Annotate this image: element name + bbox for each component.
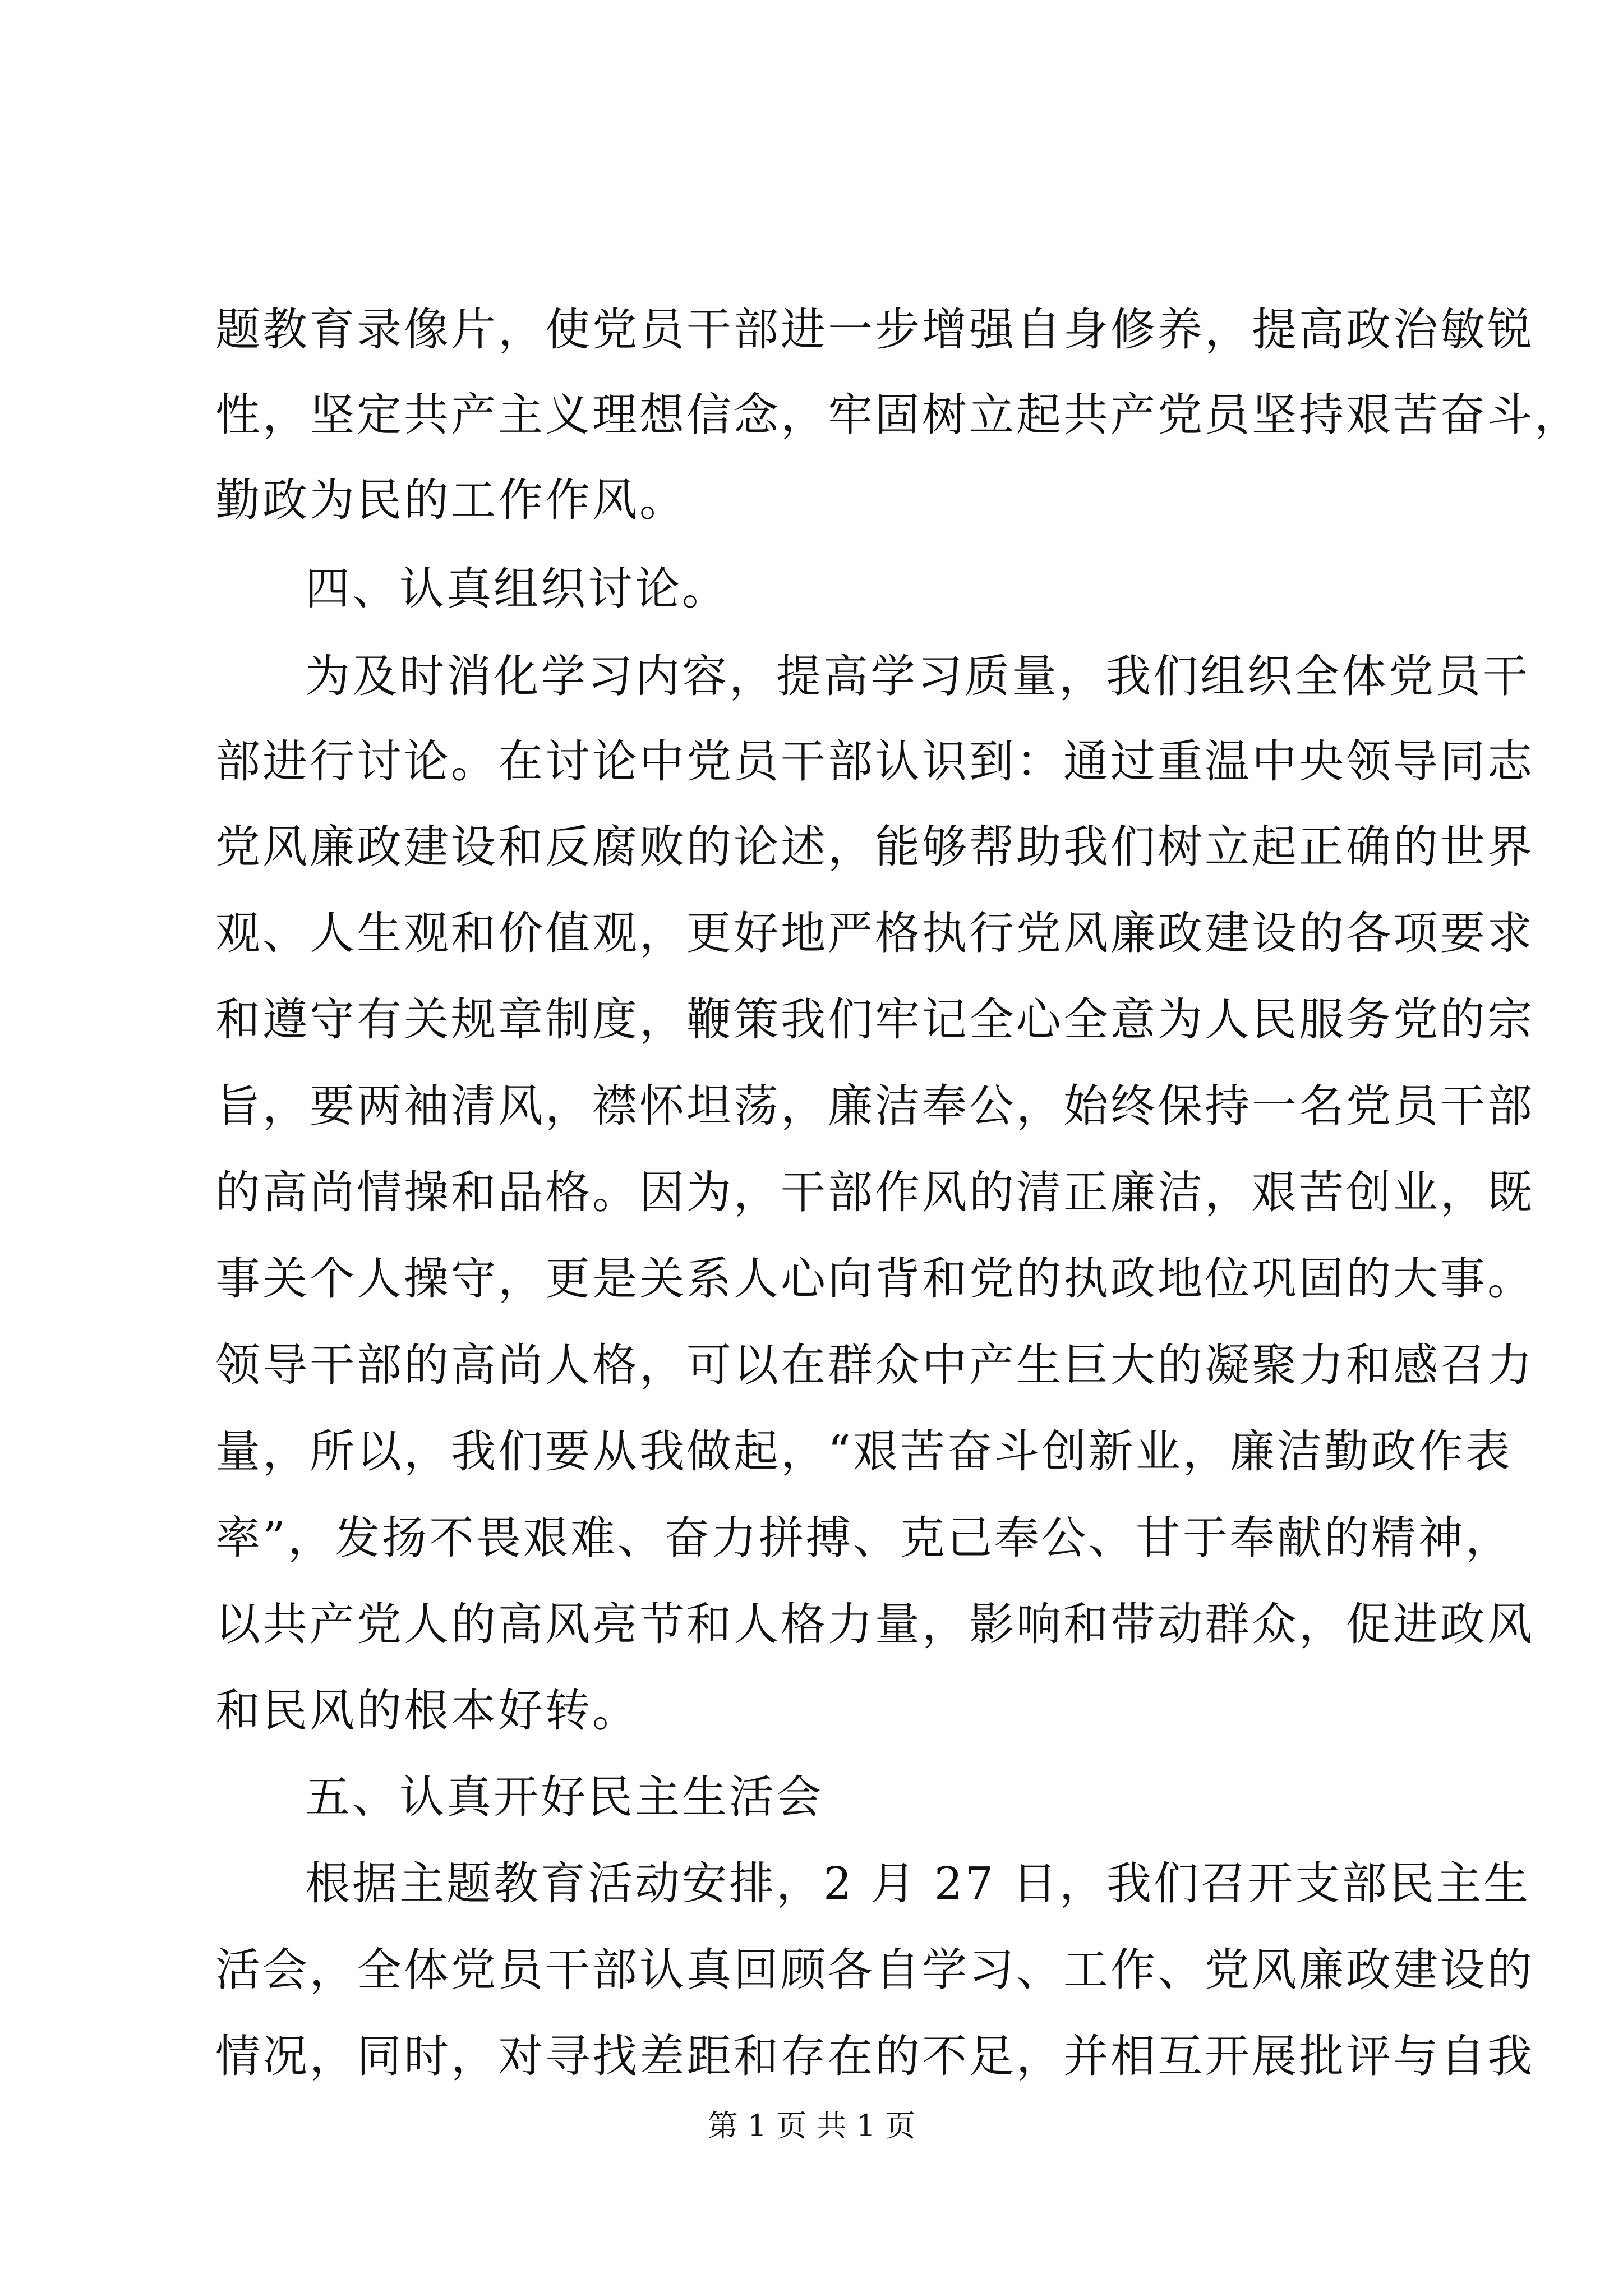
body-line: 根据主题教育活动安排，2 月 27 日，我们召开支部民主生 (305, 1857, 1530, 1910)
page-number-footer: 第 1 页 共 1 页 (707, 2108, 916, 2143)
body-line: 活会，全体党员干部认真回顾各自学习、工作、党风廉政建设的 (215, 1944, 1534, 1996)
body-line: 率”，发扬不畏艰难、奋力拼搏、克己奉公、甘于奉献的精神， (215, 1512, 1513, 1564)
body-line: 和民风的根本好转。 (215, 1685, 639, 1737)
body-line: 为及时消化学习内容，提高学习质量，我们组织全体党员干 (305, 650, 1530, 702)
section-heading: 四、认真组织讨论。 (305, 563, 729, 615)
body-line: 党风廉政建设和反腐败的论述，能够帮助我们树立起正确的世界 (215, 821, 1534, 873)
body-line: 观、人生观和价值观，更好地严格执行党风廉政建设的各项要求 (215, 907, 1534, 959)
body-line: 题教育录像片，使党员干部进一步增强自身修养，提高政治敏锐 (215, 303, 1534, 356)
body-line: 的高尚情操和品格。因为，干部作风的清正廉洁，艰苦创业，既 (215, 1166, 1534, 1218)
body-line: 旨，要两袖清风，襟怀坦荡，廉洁奉公，始终保持一名党员干部 (215, 1080, 1534, 1132)
body-line: 情况，同时，对寻找差距和存在的不足，并相互开展批评与自我 (215, 2030, 1534, 2082)
body-line: 部进行讨论。在讨论中党员干部认识到：通过重温中央领导同志 (215, 735, 1534, 788)
body-line: 和遵守有关规章制度，鞭策我们牢记全心全意为人民服务党的宗 (215, 993, 1534, 1046)
body-line: 勤政为民的工作作风。 (215, 474, 686, 526)
body-line: 事关个人操守，更是关系人心向背和党的执政地位巩固的大事。 (215, 1253, 1534, 1305)
body-line: 量，所以，我们要从我做起，“艰苦奋斗创新业，廉洁勤政作表 (215, 1425, 1513, 1478)
body-line: 以共产党人的高风亮节和人格力量，影响和带动群众，促进政风 (215, 1598, 1534, 1650)
section-heading: 五、认真开好民主生活会 (305, 1771, 823, 1823)
body-line: 领导干部的高尚人格，可以在群众中产生巨大的凝聚力和感召力 (215, 1339, 1534, 1391)
body-line: 性，坚定共产主义理想信念，牢固树立起共产党员坚持艰苦奋斗， (215, 389, 1581, 441)
